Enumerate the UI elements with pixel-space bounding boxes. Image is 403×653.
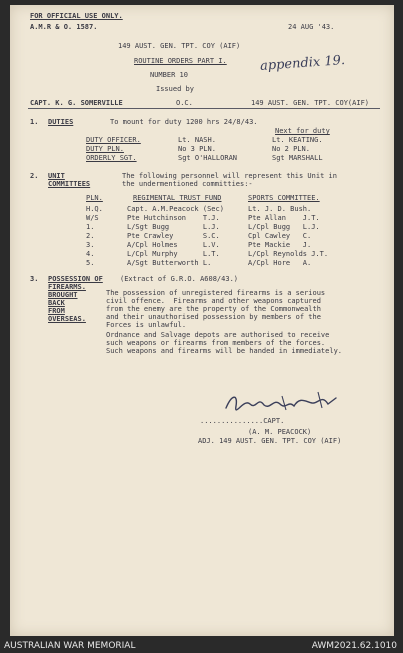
firearms-heading-line: OVERSEAS. (48, 315, 86, 323)
firearms-extract-ref: (Extract of G.R.O. A608/43.) (120, 275, 239, 283)
committee-pln: 2. (86, 232, 95, 240)
archive-accession-number: AWM2021.62.1010 (311, 641, 397, 651)
committee-sports: L/Cpl Bugg L.J. (248, 223, 320, 231)
committee-sports: Cpl Cawley C. (248, 232, 312, 240)
firearms-heading-line: POSSESSION OF (48, 275, 103, 283)
duties-heading: DUTIES (48, 118, 74, 126)
duty-next: Lt. KEATING. (272, 136, 323, 144)
archive-footer (0, 639, 403, 653)
column-header-pln: PLN. (86, 194, 103, 202)
firearms-heading-line: FIREARMS. (48, 283, 86, 291)
firearms-para2-line: such weapons or firearms from members of the forces. (106, 339, 326, 347)
duty-role: DUTY PLN. (86, 145, 124, 153)
firearms-para1-line: civil offence. Firearms and other weapons captured (106, 297, 321, 305)
document-page (10, 5, 394, 636)
duty-current: Lt. NASH. (178, 136, 216, 144)
signature-line: ...............CAPT. (200, 417, 285, 425)
duty-current: No 3 PLN. (178, 145, 216, 153)
duty-role: DUTY OFFICER. (86, 136, 141, 144)
firearms-para1-line: from the enemy are the property of the Commonwealth (106, 305, 321, 313)
form-reference: A.M.R & O. 1587. (30, 23, 98, 31)
handwritten-annotation: appendix 19. (259, 53, 346, 74)
document-date: 24 AUG '43. (288, 23, 335, 31)
committee-trust: Capt. A.M.Peacock (Sec) (127, 205, 224, 213)
orders-title: ROUTINE ORDERS PART I. (134, 57, 227, 65)
duty-next: No 2 PLN. (272, 145, 310, 153)
firearms-number: 3. (30, 275, 39, 283)
classification-label: FOR OFFICIAL USE ONLY. (30, 12, 123, 20)
committees-number: 2. (30, 172, 39, 180)
next-for-duty-header: Next for duty (275, 127, 330, 135)
committees-intro-line1: The following personnel will represent this Unit in (122, 172, 337, 180)
column-header-trust-fund: REGIMENTAL TRUST FUND (133, 194, 222, 202)
firearms-heading-line: BACK (48, 299, 65, 307)
committee-pln: 5. (86, 259, 95, 267)
order-number: NUMBER 10 (150, 71, 188, 79)
committee-trust: A/Cpl Holmes L.V. (127, 241, 220, 249)
unit-title: 149 AUST. GEN. TPT. COY (AIF) (118, 42, 241, 50)
firearms-para2-line: Ordnance and Salvage depots are authorised to receive (106, 331, 330, 339)
committee-trust: Pte Crawley S.C. (127, 232, 220, 240)
handwritten-signature (222, 388, 342, 416)
committee-sports: Pte Allan J.T. (248, 214, 320, 222)
officer-unit: 149 AUST. GEN. TPT. COY(AIF) (251, 99, 370, 107)
duty-current: Sgt O'HALLORAN (178, 154, 238, 162)
committee-pln: H.Q. (86, 205, 103, 213)
committee-trust: A/Sgt Butterworth L. (127, 259, 212, 267)
signatory-position: ADJ. 149 AUST. GEN. TPT. COY (AIF) (198, 437, 342, 445)
officer-rank: O.C. (176, 99, 193, 107)
signatory-name: (A. M. PEACOCK) (248, 428, 312, 436)
firearms-heading-line: FROM (48, 307, 65, 315)
firearms-para2-line: Such weapons and firearms will be handed in immediately. (106, 347, 343, 355)
firearms-para1-line: Forces is unlawful. (106, 321, 187, 329)
archive-name: AUSTRALIAN WAR MEMORIAL (4, 641, 136, 651)
title-divider (28, 108, 380, 109)
firearms-heading-line: BROUGHT (48, 291, 78, 299)
committee-pln: 1. (86, 223, 95, 231)
column-header-sports: SPORTS COMMITTEE. (248, 194, 320, 202)
committee-sports: Pte Mackie J. (248, 241, 312, 249)
committee-trust: Pte Hutchinson T.J. (127, 214, 220, 222)
committees-heading-line1: UNIT (48, 172, 65, 180)
committee-pln: 4. (86, 250, 95, 258)
committee-trust: L/Cpl Murphy L.T. (127, 250, 220, 258)
committees-heading-line2: COMMITTEES (48, 180, 91, 188)
firearms-para1-line: and their unauthorised possession by members of the (106, 313, 321, 321)
committee-trust: L/Sgt Bugg L.J. (127, 223, 220, 231)
committees-intro-line2: the undermentioned committies:- (122, 180, 253, 188)
firearms-para1-line: The possession of unregistered firearms is a serious (106, 289, 326, 297)
committee-sports: Lt. J. D. Bush. (248, 205, 312, 213)
officer-name: CAPT. K. G. SOMERVILLE (30, 99, 123, 107)
duties-intro: To mount for duty 1200 hrs 24/8/43. (110, 118, 258, 126)
duty-role: ORDERLY SGT. (86, 154, 137, 162)
issued-by-label: Issued by (156, 85, 194, 93)
duty-next: Sgt MARSHALL (272, 154, 323, 162)
committee-pln: 3. (86, 241, 95, 249)
committee-pln: W/S (86, 214, 99, 222)
duties-number: 1. (30, 118, 39, 126)
committee-sports: L/Cpl Reynolds J.T. (248, 250, 329, 258)
committee-sports: A/Cpl Hore A. (248, 259, 312, 267)
